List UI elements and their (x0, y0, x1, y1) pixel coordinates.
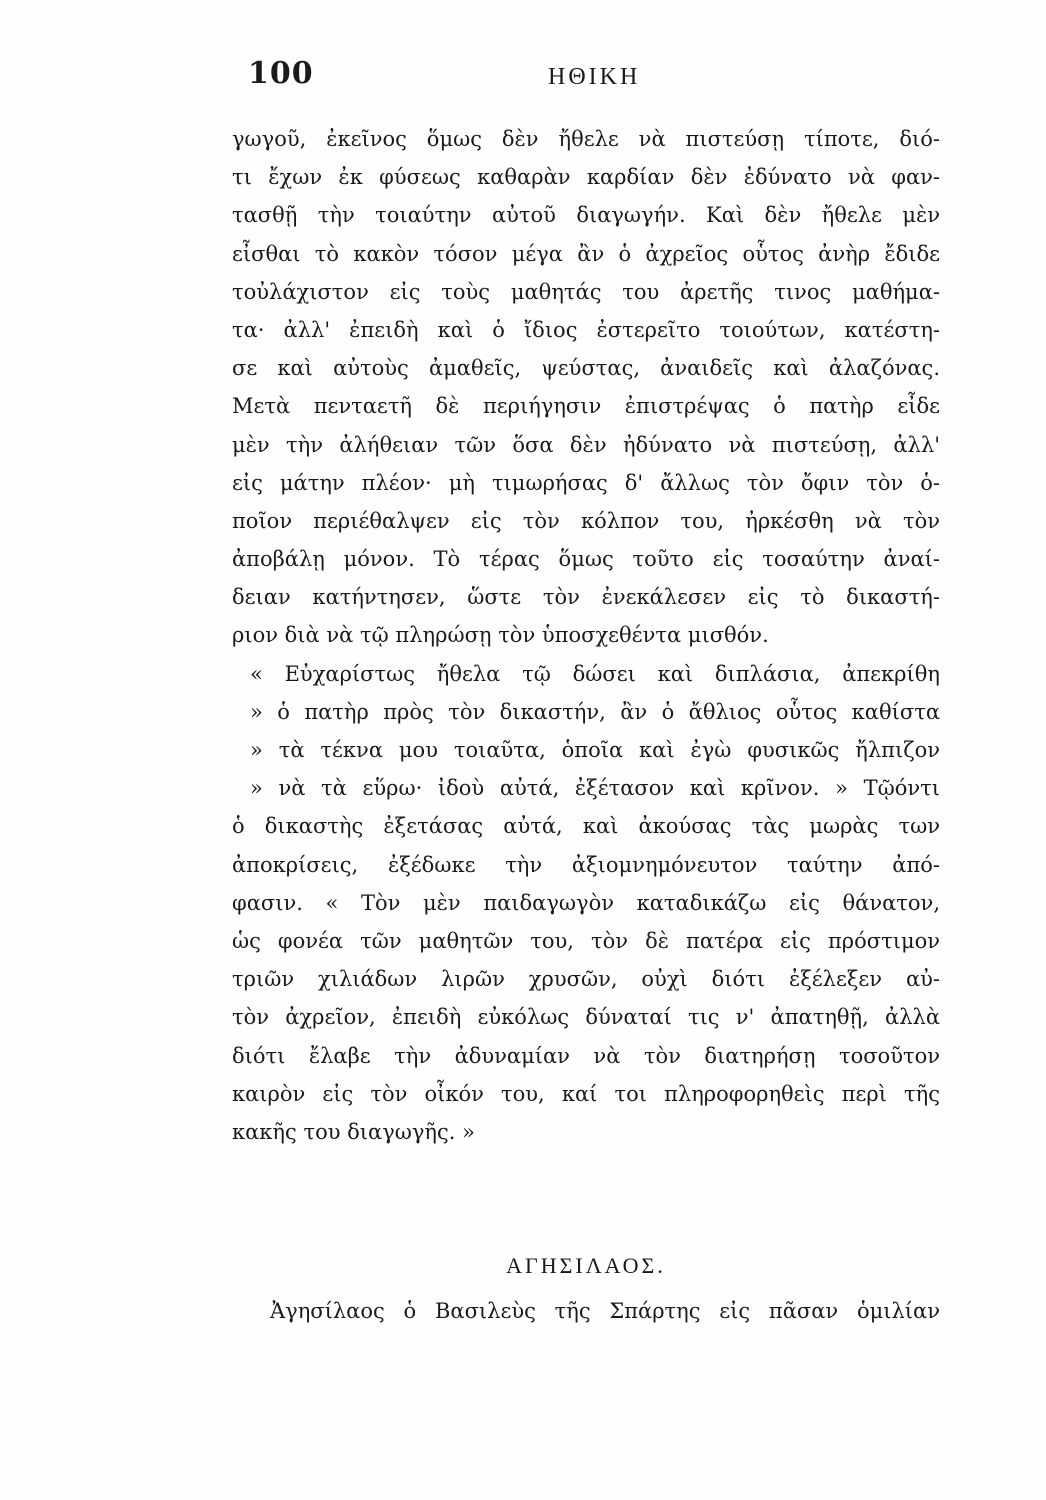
text-line: διότι ἔλαβε τὴν ἀδυναμίαν νὰ τὸν διατηρήσῃ τοσοῦτον (232, 1043, 940, 1068)
text-line: Μετὰ πενταετῆ δὲ περιήγησιν ἐπιστρέψας ὁ πατὴρ εἶδε (232, 394, 940, 419)
section-text (232, 1292, 940, 1330)
quote-line: » τὰ τέκνα μου τοιαῦτα, ὁποῖα καὶ ἐγὼ φυσικῶς ἤλπιζον (250, 738, 940, 762)
text-line: ὡς φονέα τῶν μαθητῶν του, τὸν δὲ πατέρα εἰς πρόστιμον (232, 928, 940, 953)
text-line: τοὐλάχιστον εἰς τοὺς μαθητάς του ἀρετῆς τινος μαθήμα- (232, 279, 940, 304)
running-head: ΗΘΙΚΗ (548, 64, 641, 90)
text-line: ποῖον περιέθαλψεν εἰς τὸν κόλπον του, ἠρκέσθη νὰ τὸν (232, 508, 940, 533)
text-line: εἰς μάτην πλέον· μὴ τιμωρήσας δ' ἄλλως τὸν ὄφιν τὸν ὁ- (232, 470, 940, 495)
text-line: ἀποβάλῃ μόνον. Τὸ τέρας ὅμως τοῦτο εἰς τοσαύτην ἀναί- (232, 547, 940, 572)
quote-line: « Εὐχαρίστως ἤθελα τῷ δώσει καὶ διπλάσια, ἀπεκρίθη (250, 661, 940, 686)
text-line: σε καὶ αὐτοὺς ἀμαθεῖς, ψεύστας, ἀναιδεῖς καὶ ἀλαζόνας. (232, 356, 940, 381)
text-line: ὁ δικαστὴς ἐξετάσας αὐτά, καὶ ἀκούσας τὰς μωρὰς των (232, 814, 940, 839)
page-header (248, 56, 948, 100)
text-line: καιρὸν εἰς τὸν οἶκόν του, καί τοι πληροφορηθεὶς περὶ τῆς (232, 1081, 940, 1106)
page-number: 100 (248, 56, 314, 91)
text-line: εἶσθαι τὸ κακὸν τόσον μέγα ἂν ὁ ἀχρεῖος οὗτος ἀνὴρ ἔδιδε (232, 241, 940, 266)
text-line: ἀποκρίσεις, ἐξέδωκε τὴν ἀξιομνημόνευτον ταύτην ἀπό- (232, 852, 940, 877)
text-line: Ἀγησίλαος ὁ Βασιλεὺς τῆς Σπάρτης εἰς πᾶσαν ὁμιλίαν (270, 1299, 940, 1323)
text-line: κακῆς του διαγωγῆς. » (232, 1119, 475, 1144)
text-line: τα· ἀλλ' ἐπειδὴ καὶ ὁ ἴδιος ἐστερεῖτο τοιούτων, κατέστη- (232, 317, 940, 342)
text-line: δειαν κατήντησεν, ὥστε τὸν ἐνεκάλεσεν εἰς τὸ δικαστή- (232, 585, 940, 610)
text-line: τι ἔχων ἐκ φύσεως καθαρὰν καρδίαν δὲν ἐδύνατο νὰ φαν- (232, 165, 940, 190)
main-text (232, 120, 940, 1151)
text-line: ριον διὰ νὰ τῷ πληρώσῃ τὸν ὑποσχεθέντα μισθόν. (232, 623, 769, 648)
quote-line: » νὰ τὰ εὕρω· ἰδοὺ αὐτά, ἐξέτασον καὶ κρῖνον. » Τῷόντι (250, 776, 940, 801)
text-line: τὸν ἀχρεῖον, ἐπειδὴ εὐκόλως δύναταί τις ν' ἀπατηθῇ, ἀλλὰ (232, 1005, 940, 1030)
text-line: τασθῇ τὴν τοιαύτην αὐτοῦ διαγωγήν. Καὶ δὲν ἤθελε μὲν (232, 203, 940, 228)
section-heading: ΑΓΗΣΙΛΑΟΣ. (506, 1253, 666, 1278)
text-line: τριῶν χιλιάδων λιρῶν χρυσῶν, οὐχὶ διότι ἐξέλεξεν αὐ- (232, 967, 940, 992)
quote-line: » ὁ πατὴρ πρὸς τὸν δικαστήν, ἂν ὁ ἄθλιος οὗτος καθίστα (250, 699, 940, 724)
text-line: φασιν. « Τὸν μὲν παιδαγωγὸν καταδικάζω εἰς θάνατον, (232, 890, 940, 915)
text-line: γωγοῦ, ἐκεῖνος ὅμως δὲν ἤθελε νὰ πιστεύσῃ τίποτε, διό- (232, 127, 940, 151)
text-line: μὲν τὴν ἀλήθειαν τῶν ὅσα δὲν ἠδύνατο νὰ πιστεύσῃ, ἀλλ' (232, 432, 940, 457)
